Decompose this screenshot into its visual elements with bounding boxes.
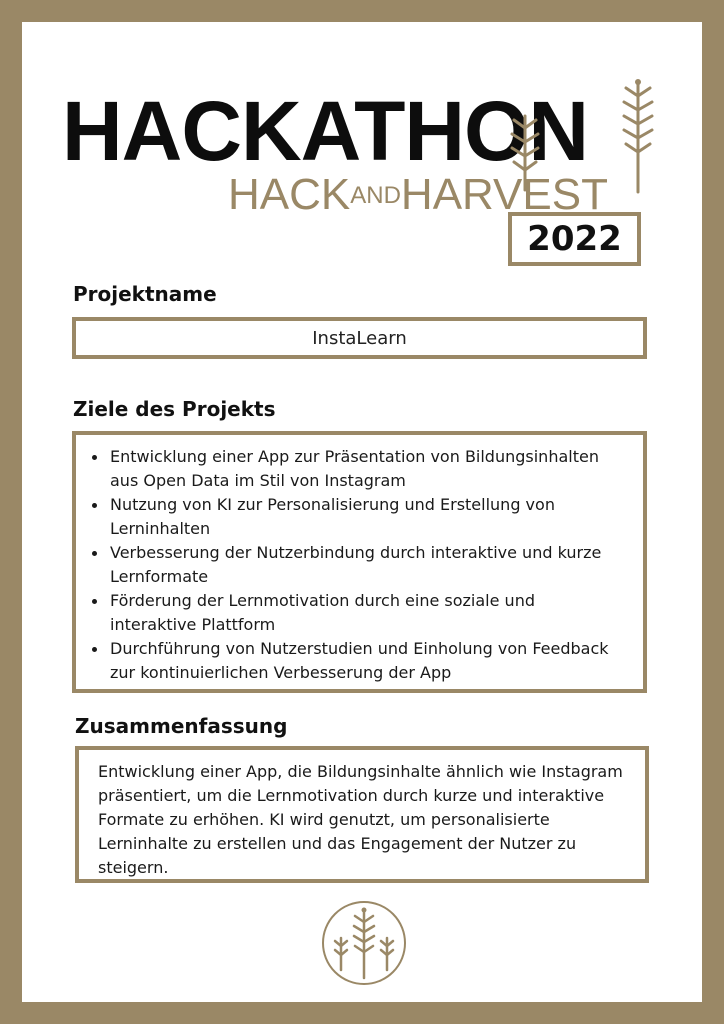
event-title: HACKATHON xyxy=(62,84,589,178)
list-item: Verbesserung der Nutzerbindung durch interaktive und kurze Lernformate xyxy=(110,541,625,589)
subtitle-and: AND xyxy=(350,182,401,209)
goals-box xyxy=(72,431,647,693)
summary-text: Entwicklung einer App, die Bildungsinhalte ähnlich wie Instagram präsentiert, um die Lernmotivation durch kurze und interaktive Formate zu erhöhen. KI wird genutzt, um personalisierte Lerninhalte zu erstellen und das Engagement der Nutzer zu steigern. xyxy=(98,762,623,877)
summary-box xyxy=(75,746,649,883)
project-name-box xyxy=(72,317,647,359)
summary-heading: Zusammenfassung xyxy=(75,714,288,738)
subtitle-harvest: HARVEST xyxy=(400,170,608,219)
project-name: InstaLearn xyxy=(312,327,407,349)
list-item: Förderung der Lernmotivation durch eine soziale und interaktive Plattform xyxy=(110,589,625,637)
list-item: Nutzung von KI zur Personalisierung und Erstellung von Lerninhalten xyxy=(110,493,625,541)
goals-heading: Ziele des Projekts xyxy=(73,397,276,421)
subtitle-hack: HACK xyxy=(228,170,351,219)
poster-sheet xyxy=(22,22,702,1002)
wheat-icon xyxy=(608,74,668,194)
year-badge: 2022 xyxy=(508,212,641,266)
project-name-heading: Projektname xyxy=(73,282,217,306)
wheat-logo-icon xyxy=(319,898,409,988)
list-item: Entwicklung einer App zur Präsentation von Bildungsinhalten aus Open Data im Stil von Instagram xyxy=(110,445,625,493)
list-item: Durchführung von Nutzerstudien und Einholung von Feedback zur kontinuierlichen Verbesserung der App xyxy=(110,637,625,685)
goals-list xyxy=(76,435,643,685)
